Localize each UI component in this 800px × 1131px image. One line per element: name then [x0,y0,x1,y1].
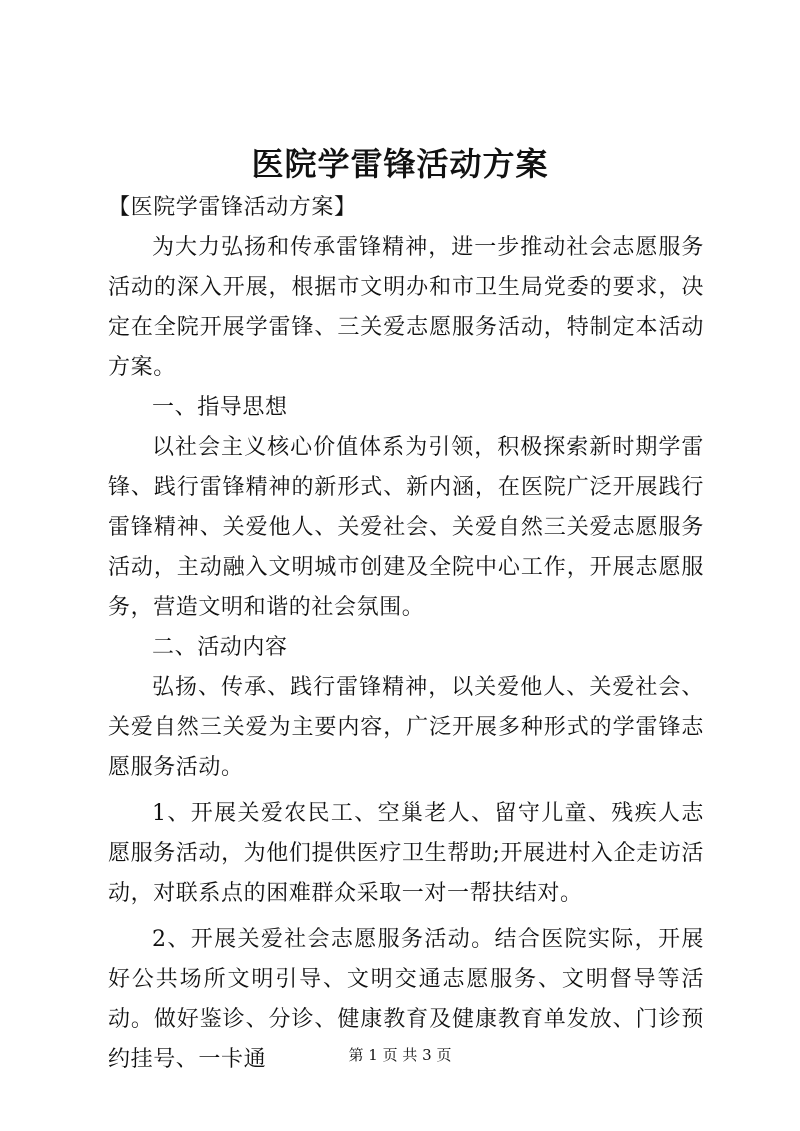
intro-paragraph: 为大力弘扬和传承雷锋精神，进一步推动社会志愿服务活动的深入开展，根据市文明办和市卫生局党委的要求，决定在全院开展学雷锋、三关爱志愿服务活动，特制定本活动方案。 [108,235,704,380]
activity-item-1: 1、开展关爱农民工、空巢老人、留守儿童、残疾人志愿服务活动，为他们提供医疗卫生帮助;开展进村入企走访活动，对联系点的困难群众采取一对一帮扶结对。 [108,801,704,906]
bracket-heading: 【医院学雷锋活动方案】 [108,195,357,220]
activity-item-2: 2、开展关爱社会志愿服务活动。结合医院实际，开展好公共场所文明引导、文明交通志愿服务、文明督导等活动。做好鉴诊、分诊、健康教育及健康教育单发放、门诊预约挂号、一卡通 [108,927,704,1072]
activity-content-paragraph: 弘扬、传承、践行雷锋精神，以关爱他人、关爱社会、关爱自然三关爱为主要内容，广泛开展多种形式的学雷锋志愿服务活动。 [108,675,704,780]
page-footer: 第 1 页 共 3 页 [348,1046,452,1064]
document-body [108,188,704,1080]
section-heading-guiding-thought: 一、指导思想 [152,395,288,420]
section-heading-activity-content: 二、活动内容 [152,635,288,660]
document-title: 医院学雷锋活动方案 [251,145,549,183]
guiding-thought-paragraph: 以社会主义核心价值体系为引领，积极探索新时期学雷锋、践行雷锋精神的新形式、新内涵，在医院广泛开展践行雷锋精神、关爱他人、关爱社会、关爱自然三关爱志愿服务活动，主动融入文明城市创建及全院中心工作，开展志愿服务，营造文明和谐的社会氛围。 [108,435,704,620]
